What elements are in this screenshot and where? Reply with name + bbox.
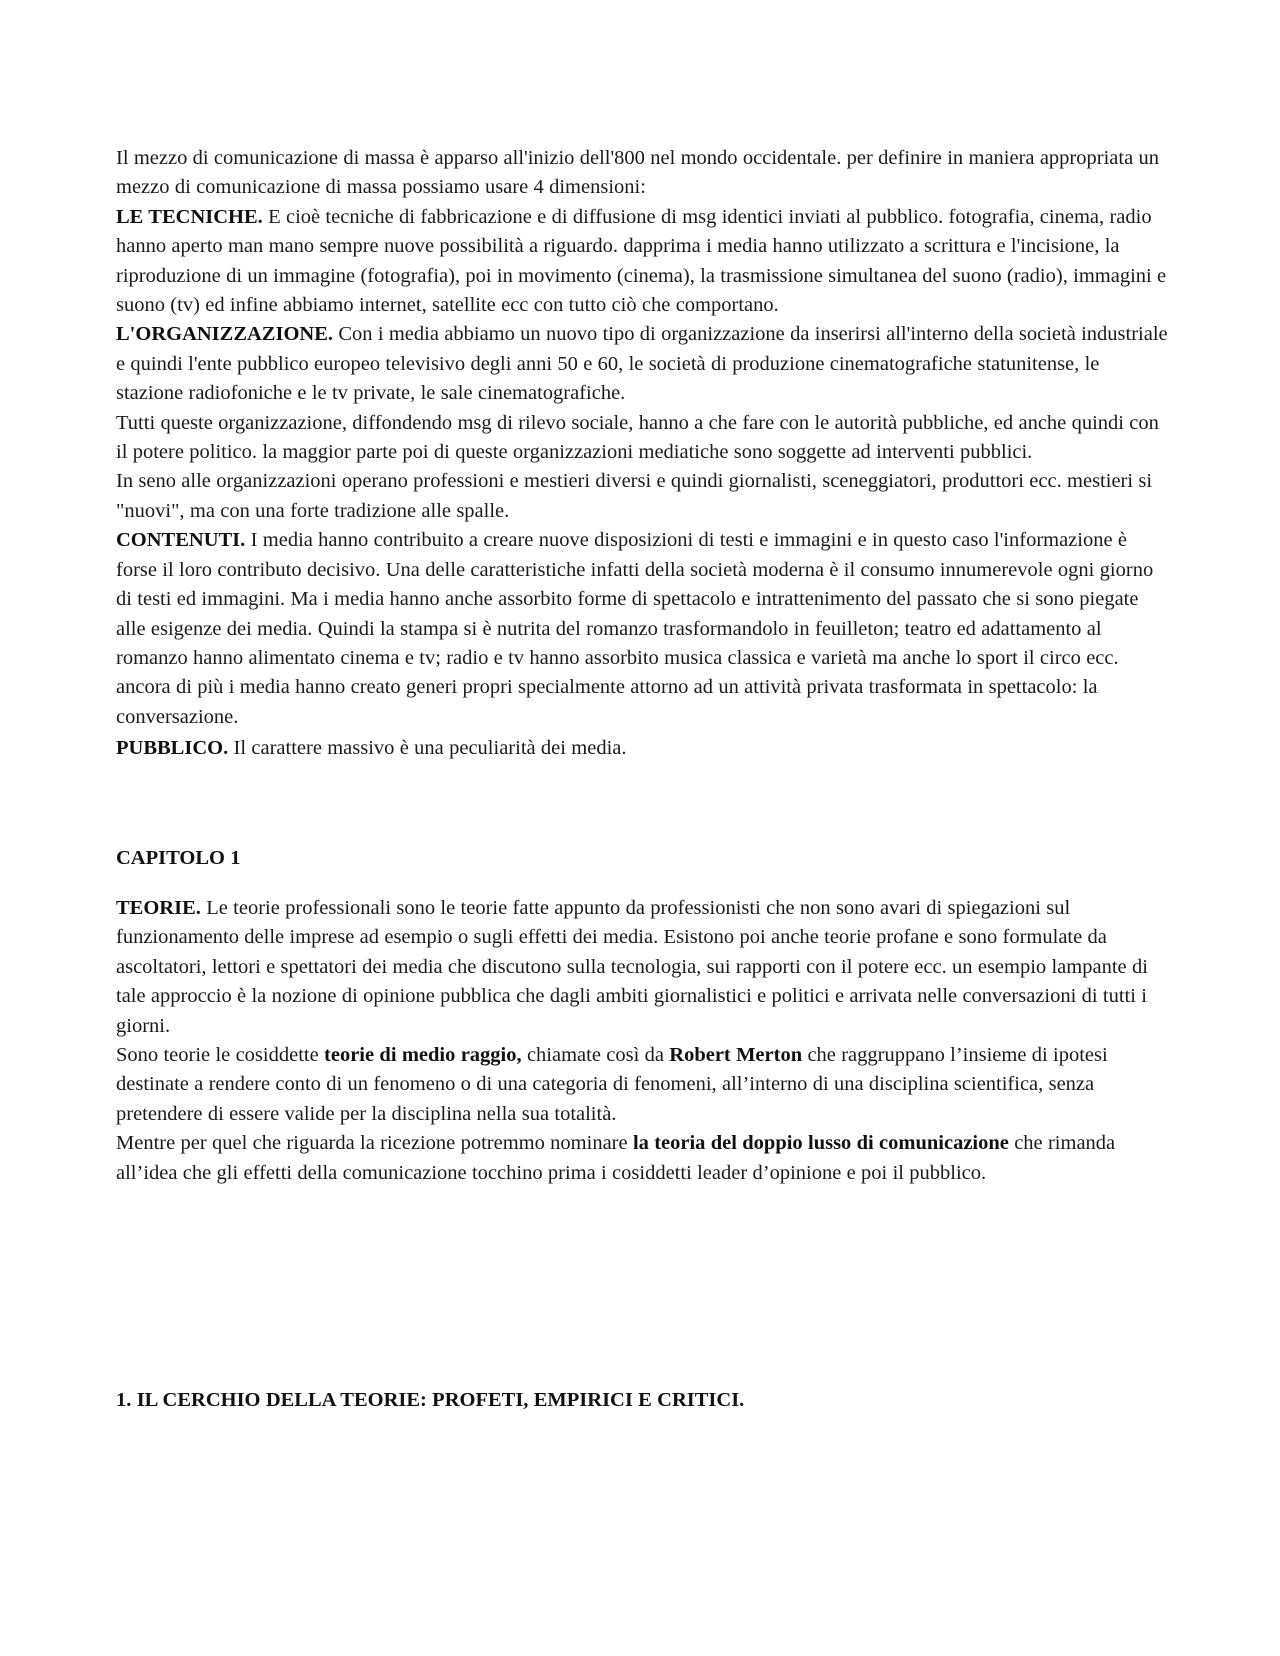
organizzazioni-autorita-paragraph: Tutti queste organizzazione, diffondendo msg di rilevo sociale, hanno a che fare con le autorità pubbliche, ed anche quindi con il potere politico. la maggior parte poi di queste organizzazioni mediatiche sono soggette ad interventi pubblici. [116,411,1159,464]
tecniche-text: E cioè tecniche di fabbricazione e di diffusione di msg identici inviati al pubblico. fotografia, cinema, radio hanno aperto man mano sempre nuove possibilità a riguardo. dapprima i media hanno utilizzato a scrittura e l'incisione, la riproduzione di un immagine (fotografia), poi in movimento (cinema), la trasmissione simultanea del suono (radio), immagini e suono (tv) ed infine abbiamo internet, satellite ecc con tutto ciò che comportano. [116,205,1167,317]
pubblico-text: Il carattere massivo è una peculiarità dei media. [228,737,627,760]
organizzazione-text: Con i media abbiamo un nuovo tipo di organizzazione da inserirsi all'interno della società industriale e quindi l'ente pubblico europeo televisivo degli anni 50 e 60, le società di produzione cinematografiche statunitense, le stazione radiofoniche e le tv private, le sale cinematografiche. [116,323,1168,405]
pubblico-paragraph [116,734,1170,763]
organizzazione-paragraph [116,320,1170,408]
section-heading-block [116,1386,1170,1415]
section-heading: 1. IL CERCHIO DELLA TEORIE: PROFETI, EMPIRICI E CRITICI. [116,1389,745,1411]
tecniche-label: LE TECNICHE. [116,205,263,228]
contenuti-paragraph [116,526,1170,732]
medio-raggio-text-c: chiamate così da [521,1044,670,1067]
merton-name: Robert Merton [669,1044,803,1067]
pubblico-label: PUBBLICO. [116,737,229,760]
medio-raggio-text-a: Sono teorie le cosiddette [116,1044,325,1067]
intro-section [116,144,1170,764]
teorie-paragraph [116,894,1170,1041]
teorie-section [116,894,1170,1188]
chapter-section [116,844,1170,873]
tecniche-paragraph [116,203,1170,321]
medio-raggio-term: teorie di medio raggio, [324,1044,522,1067]
ricezione-text-c: che rimanda all’idea che gli effetti della comunicazione tocchino prima i cosiddetti leader d’opinione e poi il pubblico. [116,1132,1116,1184]
medio-raggio-text-e: che raggruppano l’insieme di ipotesi destinate a rendere conto di un fenomeno o di una categoria di fenomeni, all’interno di una disciplina scientifica, senza pretendere di essere valide per la disciplina nella sua totalità. [116,1044,1108,1125]
teorie-label: TEORIE. [116,897,201,919]
professioni-paragraph: In seno alle organizzazioni operano professioni e mestieri diversi e quindi giornalisti, sceneggiatori, produttori ecc. mestieri si "nuovi", ma con una forte tradizione alle spalle. [116,470,1153,522]
teorie-text: Le teorie professionali sono le teorie fatte appunto da professionisti che non sono avari di spiegazioni sul funzionamento delle imprese ad esempio o sugli effetti dei media. Esistono poi anche teorie profane e sono formulate da ascoltatori, lettori e spettatori dei media che discutono sulla tecnologia, sui rapporti con il potere ecc. un esempio lampante di tale approccio è la nozione di opinione pubblica che dagli ambiti giornalistici e politici e arrivata nelle conversazioni di tutti i giorni. [116,897,1148,1037]
chapter-title: CAPITOLO 1 [116,847,241,869]
organizzazione-label: L'ORGANIZZAZIONE. [116,323,334,346]
intro-paragraph: Il mezzo di comunicazione di massa è apparso all'inizio dell'800 nel mondo occidentale. per definire in maniera appropriata un mezzo di comunicazione di massa possiamo usare 4 dimensioni: [116,147,1160,199]
doppio-flusso-term: la teoria del doppio lusso di comunicazione [632,1132,1009,1155]
ricezione-paragraph [116,1129,1170,1188]
contenuti-text: I media hanno contribuito a creare nuove disposizioni di testi e immagini e in questo caso l'informazione è forse il loro contributo decisivo. Una delle caratteristiche infatti della società moderna è il consumo innumerevole ogni giorno di testi ed immagini. Ma i media hanno anche assorbito forme di spettacolo e intrattenimento del passato che si sono piegate alle esigenze dei media. Quindi la stampa si è nutrita del romanzo trasformandolo in feuilleton; teatro ed adattamento al romanzo hanno alimentato cinema e tv; radio e tv hanno assorbito musica classica e varietà ma anche lo sport il circo ecc. ancora di più i media hanno creato generi propri specialmente attorno ad un attività privata trasformata in spettacolo: la conversazione. [116,529,1154,728]
ricezione-text-a: Mentre per quel che riguarda la ricezione potremmo nominare [116,1132,633,1155]
medio-raggio-paragraph [116,1041,1170,1129]
contenuti-label: CONTENUTI. [116,529,246,552]
